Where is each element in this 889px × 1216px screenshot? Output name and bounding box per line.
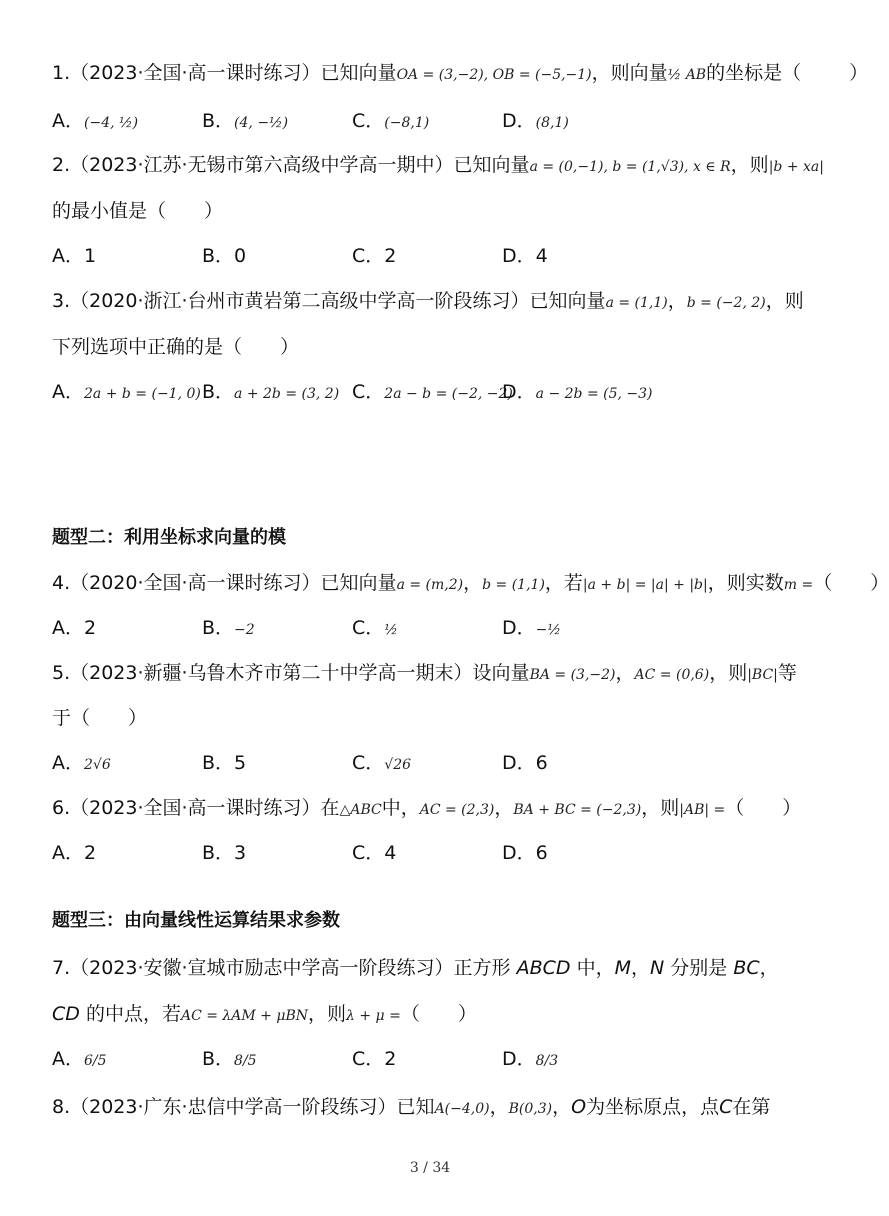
option-d[interactable]: D．(8,1): [502, 110, 569, 132]
question-5-stem-line2: 于（ ）: [52, 707, 148, 729]
question-4-stem: 4.（2020·全国·高一课时练习）已知向量a = (m,2)，b = (1,1)，若|a + b| = |a| + |b|，则实数m =（ ）: [52, 572, 889, 594]
math-expression: BA = (3,−2): [529, 667, 616, 683]
option-d[interactable]: D．6: [502, 842, 548, 864]
question-7-stem-line2: CD 的中点，若AC = λAM + μBN，则λ + μ =（ ）: [52, 1003, 477, 1025]
option-b[interactable]: B．5: [202, 752, 247, 774]
option-c[interactable]: C．(−8,1): [352, 110, 430, 132]
question-2-stem-line2: 的最小值是（ ）: [52, 200, 224, 222]
math-expression: B(0,3): [508, 1101, 553, 1117]
section-heading-type3: 题型三：由向量线性运算结果求参数: [52, 910, 340, 931]
option-b[interactable]: B．a + 2b = (3, 2): [202, 381, 340, 403]
question-8-stem: 8.（2023·广东·忠信中学高一阶段练习）已知A(−4,0)，B(0,3)，O为坐标原点，点C在第: [52, 1096, 771, 1118]
question-7-stem: 7.（2023·安徽·宣城市励志中学高一阶段练习）正方形 ABCD 中，M，N 分别是 BC，: [52, 957, 779, 979]
option-d[interactable]: D．−½: [502, 617, 561, 639]
section-heading-type2: 题型二：利用坐标求向量的模: [52, 527, 286, 548]
option-c[interactable]: C．2: [352, 245, 397, 267]
math-expression: △ABC: [339, 802, 382, 818]
math-expression: |a + b| = |a| + |b|: [582, 577, 708, 593]
option-b[interactable]: B．0: [202, 245, 247, 267]
option-c[interactable]: C．½: [352, 617, 398, 639]
option-c[interactable]: C．2a − b = (−2, −2): [352, 381, 513, 403]
math-expression: a = (1,1): [605, 295, 668, 311]
question-1-stem: 1.（2023·全国·高一课时练习）已知向量OA = (3,−2), OB = (−5,−1)，则向量½ AB的坐标是（ ）: [52, 62, 869, 84]
option-b[interactable]: B．3: [202, 842, 247, 864]
math-expression: A(−4,0): [434, 1101, 490, 1117]
math-expression: |b + xa|: [768, 159, 824, 175]
page-number: 3 / 34: [409, 1160, 451, 1176]
math-expression: ½ AB: [667, 67, 707, 83]
option-b[interactable]: B．(4, −½): [202, 110, 289, 132]
option-b[interactable]: B．−2: [202, 617, 255, 639]
math-expression: λ + μ =: [346, 1008, 401, 1024]
option-d[interactable]: D．6: [502, 752, 548, 774]
option-a[interactable]: A．2: [52, 842, 97, 864]
option-b[interactable]: B．8/5: [202, 1048, 257, 1070]
question-5-stem: 5.（2023·新疆·乌鲁木齐市第二十中学高一期末）设向量BA = (3,−2)，AC = (0,6)，则|BC|等: [52, 662, 797, 684]
math-expression: AC = λAM + μBN: [180, 1008, 308, 1024]
math-expression: BA + BC = (−2,3): [513, 802, 642, 818]
option-a[interactable]: A．2: [52, 617, 97, 639]
option-d[interactable]: D．a − 2b = (5, −3): [502, 381, 653, 403]
math-expression: a = (0,−1), b = (1,√3), x ∈ R: [529, 159, 731, 175]
option-d[interactable]: D．4: [502, 245, 548, 267]
option-a[interactable]: A．6/5: [52, 1048, 107, 1070]
option-d[interactable]: D．8/3: [502, 1048, 559, 1070]
option-c[interactable]: C．2: [352, 1048, 397, 1070]
question-3-stem: 3.（2020·浙江·台州市黄岩第二高级中学高一阶段练习）已知向量a = (1,1)，b = (−2, 2)，则: [52, 290, 804, 312]
math-expression: AC = (0,6): [634, 667, 710, 683]
option-a[interactable]: A．2√6: [52, 752, 111, 774]
math-expression: a = (m,2): [396, 577, 464, 593]
option-c[interactable]: C．√26: [352, 752, 412, 774]
math-expression: b = (1,1): [482, 577, 545, 593]
math-expression: m =: [783, 577, 814, 593]
math-expression: OA = (3,−2), OB = (−5,−1): [396, 67, 592, 83]
option-a[interactable]: A．1: [52, 245, 97, 267]
question-6-stem: 6.（2023·全国·高一课时练习）在△ABC中，AC = (2,3)，BA + BC = (−2,3)，则|AB| =（ ）: [52, 797, 802, 819]
option-c[interactable]: C．4: [352, 842, 397, 864]
option-a[interactable]: A．2a + b = (−1, 0): [52, 381, 201, 403]
math-expression: |BC|: [747, 667, 778, 683]
math-expression: |AB| =: [679, 802, 726, 818]
question-3-stem-line2: 下列选项中正确的是（ ）: [52, 336, 300, 358]
math-expression: AC = (2,3): [419, 802, 495, 818]
option-a[interactable]: A．(−4, ½): [52, 110, 139, 132]
question-2-stem: 2.（2023·江苏·无锡市第六高级中学高一期中）已知向量a = (0,−1), b = (1,√3), x ∈ R，则|b + xa|: [52, 154, 824, 176]
math-expression: b = (−2, 2): [686, 295, 766, 311]
